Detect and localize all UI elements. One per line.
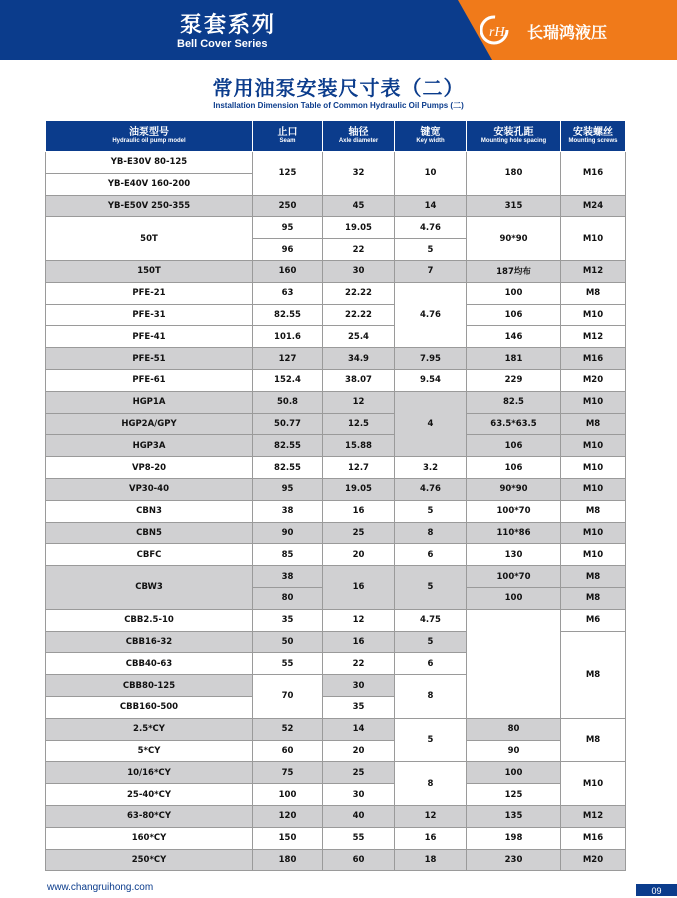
cell-model: CBB160-500 bbox=[46, 696, 253, 718]
cell-seam: 100 bbox=[253, 784, 323, 806]
cell-model: HGP2A/GPY bbox=[46, 413, 253, 435]
cell-spacing: 187均布 bbox=[467, 260, 561, 282]
cell-key: 5 bbox=[395, 631, 467, 653]
brand-name: 长瑞鸿液压 bbox=[527, 23, 608, 42]
cell-spacing: 181 bbox=[467, 348, 561, 370]
column-header-axle: 轴径 Axle diameter bbox=[323, 121, 395, 152]
cell-axle: 15.88 bbox=[323, 435, 395, 457]
cell-screws: M20 bbox=[561, 849, 626, 871]
series-title-en: Bell Cover Series bbox=[177, 38, 268, 50]
table-row bbox=[46, 478, 626, 500]
cell-model: CBB16-32 bbox=[46, 631, 253, 653]
cell-model: PFE-41 bbox=[46, 326, 253, 348]
table-row bbox=[46, 784, 626, 806]
cell-seam: 101.6 bbox=[253, 326, 323, 348]
cell-model: YB-E50V 250-355 bbox=[46, 195, 253, 217]
cell-screws: M8 bbox=[561, 631, 626, 718]
table-header-row bbox=[46, 121, 626, 152]
cell-spacing: 100 bbox=[467, 587, 561, 609]
cell-model: VP30-40 bbox=[46, 478, 253, 500]
cell-seam: 160 bbox=[253, 260, 323, 282]
cell-axle: 12.7 bbox=[323, 457, 395, 479]
cell-key: 6 bbox=[395, 653, 467, 675]
table-row bbox=[46, 152, 626, 174]
cell-screws: M8 bbox=[561, 282, 626, 304]
cell-screws: M16 bbox=[561, 152, 626, 196]
cell-model: 5*CY bbox=[46, 740, 253, 762]
cell-key: 4.76 bbox=[395, 282, 467, 347]
column-header-key: 键宽 Key width bbox=[395, 121, 467, 152]
page-title: 常用油泵安装尺寸表（二） bbox=[212, 76, 465, 100]
cell-model: 63-80*CY bbox=[46, 805, 253, 827]
cell-axle: 20 bbox=[323, 544, 395, 566]
cell-model: CBB80-125 bbox=[46, 675, 253, 697]
cell-seam: 52 bbox=[253, 718, 323, 740]
cell-seam: 125 bbox=[253, 152, 323, 196]
cell-spacing: 180 bbox=[467, 152, 561, 196]
cell-model: CBN5 bbox=[46, 522, 253, 544]
table-row bbox=[46, 282, 626, 304]
cell-spacing: 125 bbox=[467, 784, 561, 806]
cell-seam: 150 bbox=[253, 827, 323, 849]
cell-screws: M6 bbox=[561, 609, 626, 631]
cell-screws: M10 bbox=[561, 391, 626, 413]
cell-spacing: 106 bbox=[467, 457, 561, 479]
cell-axle: 34.9 bbox=[323, 348, 395, 370]
table-row bbox=[46, 348, 626, 370]
cell-screws: M16 bbox=[561, 348, 626, 370]
cell-seam: 60 bbox=[253, 740, 323, 762]
cell-spacing: 315 bbox=[467, 195, 561, 217]
cell-axle: 30 bbox=[323, 260, 395, 282]
cell-seam: 85 bbox=[253, 544, 323, 566]
cell-model: PFE-61 bbox=[46, 369, 253, 391]
cell-key: 4.75 bbox=[395, 609, 467, 631]
cell-spacing: 90*90 bbox=[467, 478, 561, 500]
cell-spacing: 106 bbox=[467, 435, 561, 457]
cell-axle: 20 bbox=[323, 740, 395, 762]
cell-screws: M12 bbox=[561, 326, 626, 348]
cell-spacing: 130 bbox=[467, 544, 561, 566]
table-row bbox=[46, 762, 626, 784]
cell-key: 9.54 bbox=[395, 369, 467, 391]
column-header-seam: 止口 Seam bbox=[253, 121, 323, 152]
table-row bbox=[46, 500, 626, 522]
table-row bbox=[46, 457, 626, 479]
table-row bbox=[46, 805, 626, 827]
cell-seam: 63 bbox=[253, 282, 323, 304]
cell-screws: M20 bbox=[561, 369, 626, 391]
cell-model: 50T bbox=[46, 217, 253, 261]
cell-axle: 19.05 bbox=[323, 217, 395, 239]
table-row bbox=[46, 609, 626, 631]
cell-axle: 30 bbox=[323, 675, 395, 697]
cell-screws: M10 bbox=[561, 522, 626, 544]
cell-screws: M10 bbox=[561, 544, 626, 566]
cell-axle: 25.4 bbox=[323, 326, 395, 348]
cell-seam: 250 bbox=[253, 195, 323, 217]
cell-model: CBFC bbox=[46, 544, 253, 566]
cell-axle: 38.07 bbox=[323, 369, 395, 391]
cell-spacing: 230 bbox=[467, 849, 561, 871]
cell-axle: 22 bbox=[323, 239, 395, 261]
table-row bbox=[46, 369, 626, 391]
cell-axle: 30 bbox=[323, 784, 395, 806]
cell-spacing: 90 bbox=[467, 740, 561, 762]
cell-axle: 22.22 bbox=[323, 282, 395, 304]
column-header-screws: 安装螺丝 Mounting screws bbox=[561, 121, 626, 152]
table-row bbox=[46, 435, 626, 457]
cell-screws: M10 bbox=[561, 435, 626, 457]
cell-seam: 180 bbox=[253, 849, 323, 871]
table-row bbox=[46, 522, 626, 544]
cell-spacing: 63.5*63.5 bbox=[467, 413, 561, 435]
table-row bbox=[46, 566, 626, 588]
dimension-table bbox=[45, 120, 626, 871]
cell-key: 5 bbox=[395, 566, 467, 610]
svg-text:rH: rH bbox=[489, 25, 505, 40]
cell-spacing: 90*90 bbox=[467, 217, 561, 261]
cell-model: 10/16*CY bbox=[46, 762, 253, 784]
cell-axle: 35 bbox=[323, 696, 395, 718]
cell-screws: M24 bbox=[561, 195, 626, 217]
cell-model: YB-E30V 80-125 bbox=[46, 152, 253, 174]
cell-axle: 16 bbox=[323, 566, 395, 610]
cell-key: 12 bbox=[395, 805, 467, 827]
cell-screws: M8 bbox=[561, 413, 626, 435]
cell-axle: 25 bbox=[323, 762, 395, 784]
cell-seam: 95 bbox=[253, 217, 323, 239]
cell-axle: 40 bbox=[323, 805, 395, 827]
cell-model: HGP1A bbox=[46, 391, 253, 413]
cell-seam: 35 bbox=[253, 609, 323, 631]
cell-screws: M8 bbox=[561, 587, 626, 609]
cell-model: PFE-31 bbox=[46, 304, 253, 326]
table-row bbox=[46, 849, 626, 871]
cell-seam: 95 bbox=[253, 478, 323, 500]
footer-website[interactable]: www.changruihong.com bbox=[47, 882, 154, 893]
cell-model: 250*CY bbox=[46, 849, 253, 871]
cell-axle: 12 bbox=[323, 609, 395, 631]
cell-model: HGP3A bbox=[46, 435, 253, 457]
cell-seam: 50.77 bbox=[253, 413, 323, 435]
cell-screws: M16 bbox=[561, 827, 626, 849]
cell-model: 25-40*CY bbox=[46, 784, 253, 806]
cell-spacing: 80 bbox=[467, 718, 561, 740]
cell-seam: 70 bbox=[253, 675, 323, 719]
cell-axle: 16 bbox=[323, 500, 395, 522]
cell-screws: M12 bbox=[561, 260, 626, 282]
cell-screws: M10 bbox=[561, 304, 626, 326]
cell-axle: 22 bbox=[323, 653, 395, 675]
table-row bbox=[46, 544, 626, 566]
cell-seam: 96 bbox=[253, 239, 323, 261]
cell-screws: M8 bbox=[561, 718, 626, 762]
cell-axle: 25 bbox=[323, 522, 395, 544]
cell-seam: 38 bbox=[253, 500, 323, 522]
table-row bbox=[46, 304, 626, 326]
cell-key: 18 bbox=[395, 849, 467, 871]
cell-seam: 120 bbox=[253, 805, 323, 827]
page-number: 09 bbox=[636, 884, 677, 896]
cell-spacing: 100*70 bbox=[467, 566, 561, 588]
table-row bbox=[46, 740, 626, 762]
cell-model: 2.5*CY bbox=[46, 718, 253, 740]
cell-model: CBB40-63 bbox=[46, 653, 253, 675]
cell-screws: M10 bbox=[561, 762, 626, 806]
cell-spacing: 198 bbox=[467, 827, 561, 849]
cell-axle: 22.22 bbox=[323, 304, 395, 326]
cell-model: 150T bbox=[46, 260, 253, 282]
cell-model: PFE-51 bbox=[46, 348, 253, 370]
cell-screws: M8 bbox=[561, 500, 626, 522]
cell-model: CBW3 bbox=[46, 566, 253, 610]
cell-spacing: 110*86 bbox=[467, 522, 561, 544]
cell-spacing: 146 bbox=[467, 326, 561, 348]
cell-screws: M12 bbox=[561, 805, 626, 827]
cell-axle: 14 bbox=[323, 718, 395, 740]
cell-key: 5 bbox=[395, 500, 467, 522]
cell-spacing: 229 bbox=[467, 369, 561, 391]
cell-model: VP8-20 bbox=[46, 457, 253, 479]
column-header-model: 油泵型号 Hydraulic oil pump model bbox=[46, 121, 253, 152]
cell-axle: 12 bbox=[323, 391, 395, 413]
table-row bbox=[46, 718, 626, 740]
cell-key: 8 bbox=[395, 675, 467, 719]
cell-spacing: 100 bbox=[467, 282, 561, 304]
cell-key: 8 bbox=[395, 522, 467, 544]
cell-spacing: 106 bbox=[467, 304, 561, 326]
cell-axle: 60 bbox=[323, 849, 395, 871]
table-row bbox=[46, 827, 626, 849]
cell-model: PFE-21 bbox=[46, 282, 253, 304]
company-logo-icon bbox=[480, 14, 518, 46]
cell-model: CBN3 bbox=[46, 500, 253, 522]
cell-spacing: 135 bbox=[467, 805, 561, 827]
cell-seam: 75 bbox=[253, 762, 323, 784]
series-title-cn: 泵套系列 bbox=[180, 13, 277, 38]
table-row bbox=[46, 413, 626, 435]
cell-seam: 38 bbox=[253, 566, 323, 588]
table-row bbox=[46, 217, 626, 239]
page-header bbox=[0, 0, 677, 60]
cell-key: 7.95 bbox=[395, 348, 467, 370]
cell-screws: M8 bbox=[561, 566, 626, 588]
cell-key: 3.2 bbox=[395, 457, 467, 479]
cell-spacing: 82.5 bbox=[467, 391, 561, 413]
page-subtitle: Installation Dimension Table of Common Hydraulic Oil Pumps (二) bbox=[213, 101, 464, 110]
cell-seam: 50 bbox=[253, 631, 323, 653]
cell-key: 16 bbox=[395, 827, 467, 849]
cell-seam: 80 bbox=[253, 587, 323, 609]
cell-seam: 82.55 bbox=[253, 304, 323, 326]
cell-seam: 82.55 bbox=[253, 435, 323, 457]
cell-seam: 82.55 bbox=[253, 457, 323, 479]
cell-spacing-empty bbox=[467, 609, 561, 718]
table-row bbox=[46, 326, 626, 348]
cell-model: CBB2.5-10 bbox=[46, 609, 253, 631]
cell-key: 5 bbox=[395, 239, 467, 261]
cell-screws: M10 bbox=[561, 457, 626, 479]
cell-axle: 19.05 bbox=[323, 478, 395, 500]
cell-axle: 12.5 bbox=[323, 413, 395, 435]
cell-axle: 32 bbox=[323, 152, 395, 196]
cell-key: 14 bbox=[395, 195, 467, 217]
cell-key: 7 bbox=[395, 260, 467, 282]
cell-seam: 50.8 bbox=[253, 391, 323, 413]
cell-axle: 45 bbox=[323, 195, 395, 217]
cell-seam: 55 bbox=[253, 653, 323, 675]
cell-seam: 152.4 bbox=[253, 369, 323, 391]
cell-screws: M10 bbox=[561, 217, 626, 261]
cell-key: 5 bbox=[395, 718, 467, 762]
cell-spacing: 100 bbox=[467, 762, 561, 784]
column-header-spacing: 安装孔距 Mounting hole spacing bbox=[467, 121, 561, 152]
cell-key: 8 bbox=[395, 762, 467, 806]
table-row bbox=[46, 195, 626, 217]
cell-key: 10 bbox=[395, 152, 467, 196]
cell-axle: 55 bbox=[323, 827, 395, 849]
cell-seam: 90 bbox=[253, 522, 323, 544]
cell-model: 160*CY bbox=[46, 827, 253, 849]
cell-screws: M10 bbox=[561, 478, 626, 500]
cell-key: 4.76 bbox=[395, 478, 467, 500]
cell-key: 4.76 bbox=[395, 217, 467, 239]
table-row bbox=[46, 391, 626, 413]
cell-key: 4 bbox=[395, 391, 467, 456]
cell-key: 6 bbox=[395, 544, 467, 566]
cell-seam: 127 bbox=[253, 348, 323, 370]
cell-axle: 16 bbox=[323, 631, 395, 653]
cell-model: YB-E40V 160-200 bbox=[46, 173, 253, 195]
table-row bbox=[46, 260, 626, 282]
cell-spacing: 100*70 bbox=[467, 500, 561, 522]
